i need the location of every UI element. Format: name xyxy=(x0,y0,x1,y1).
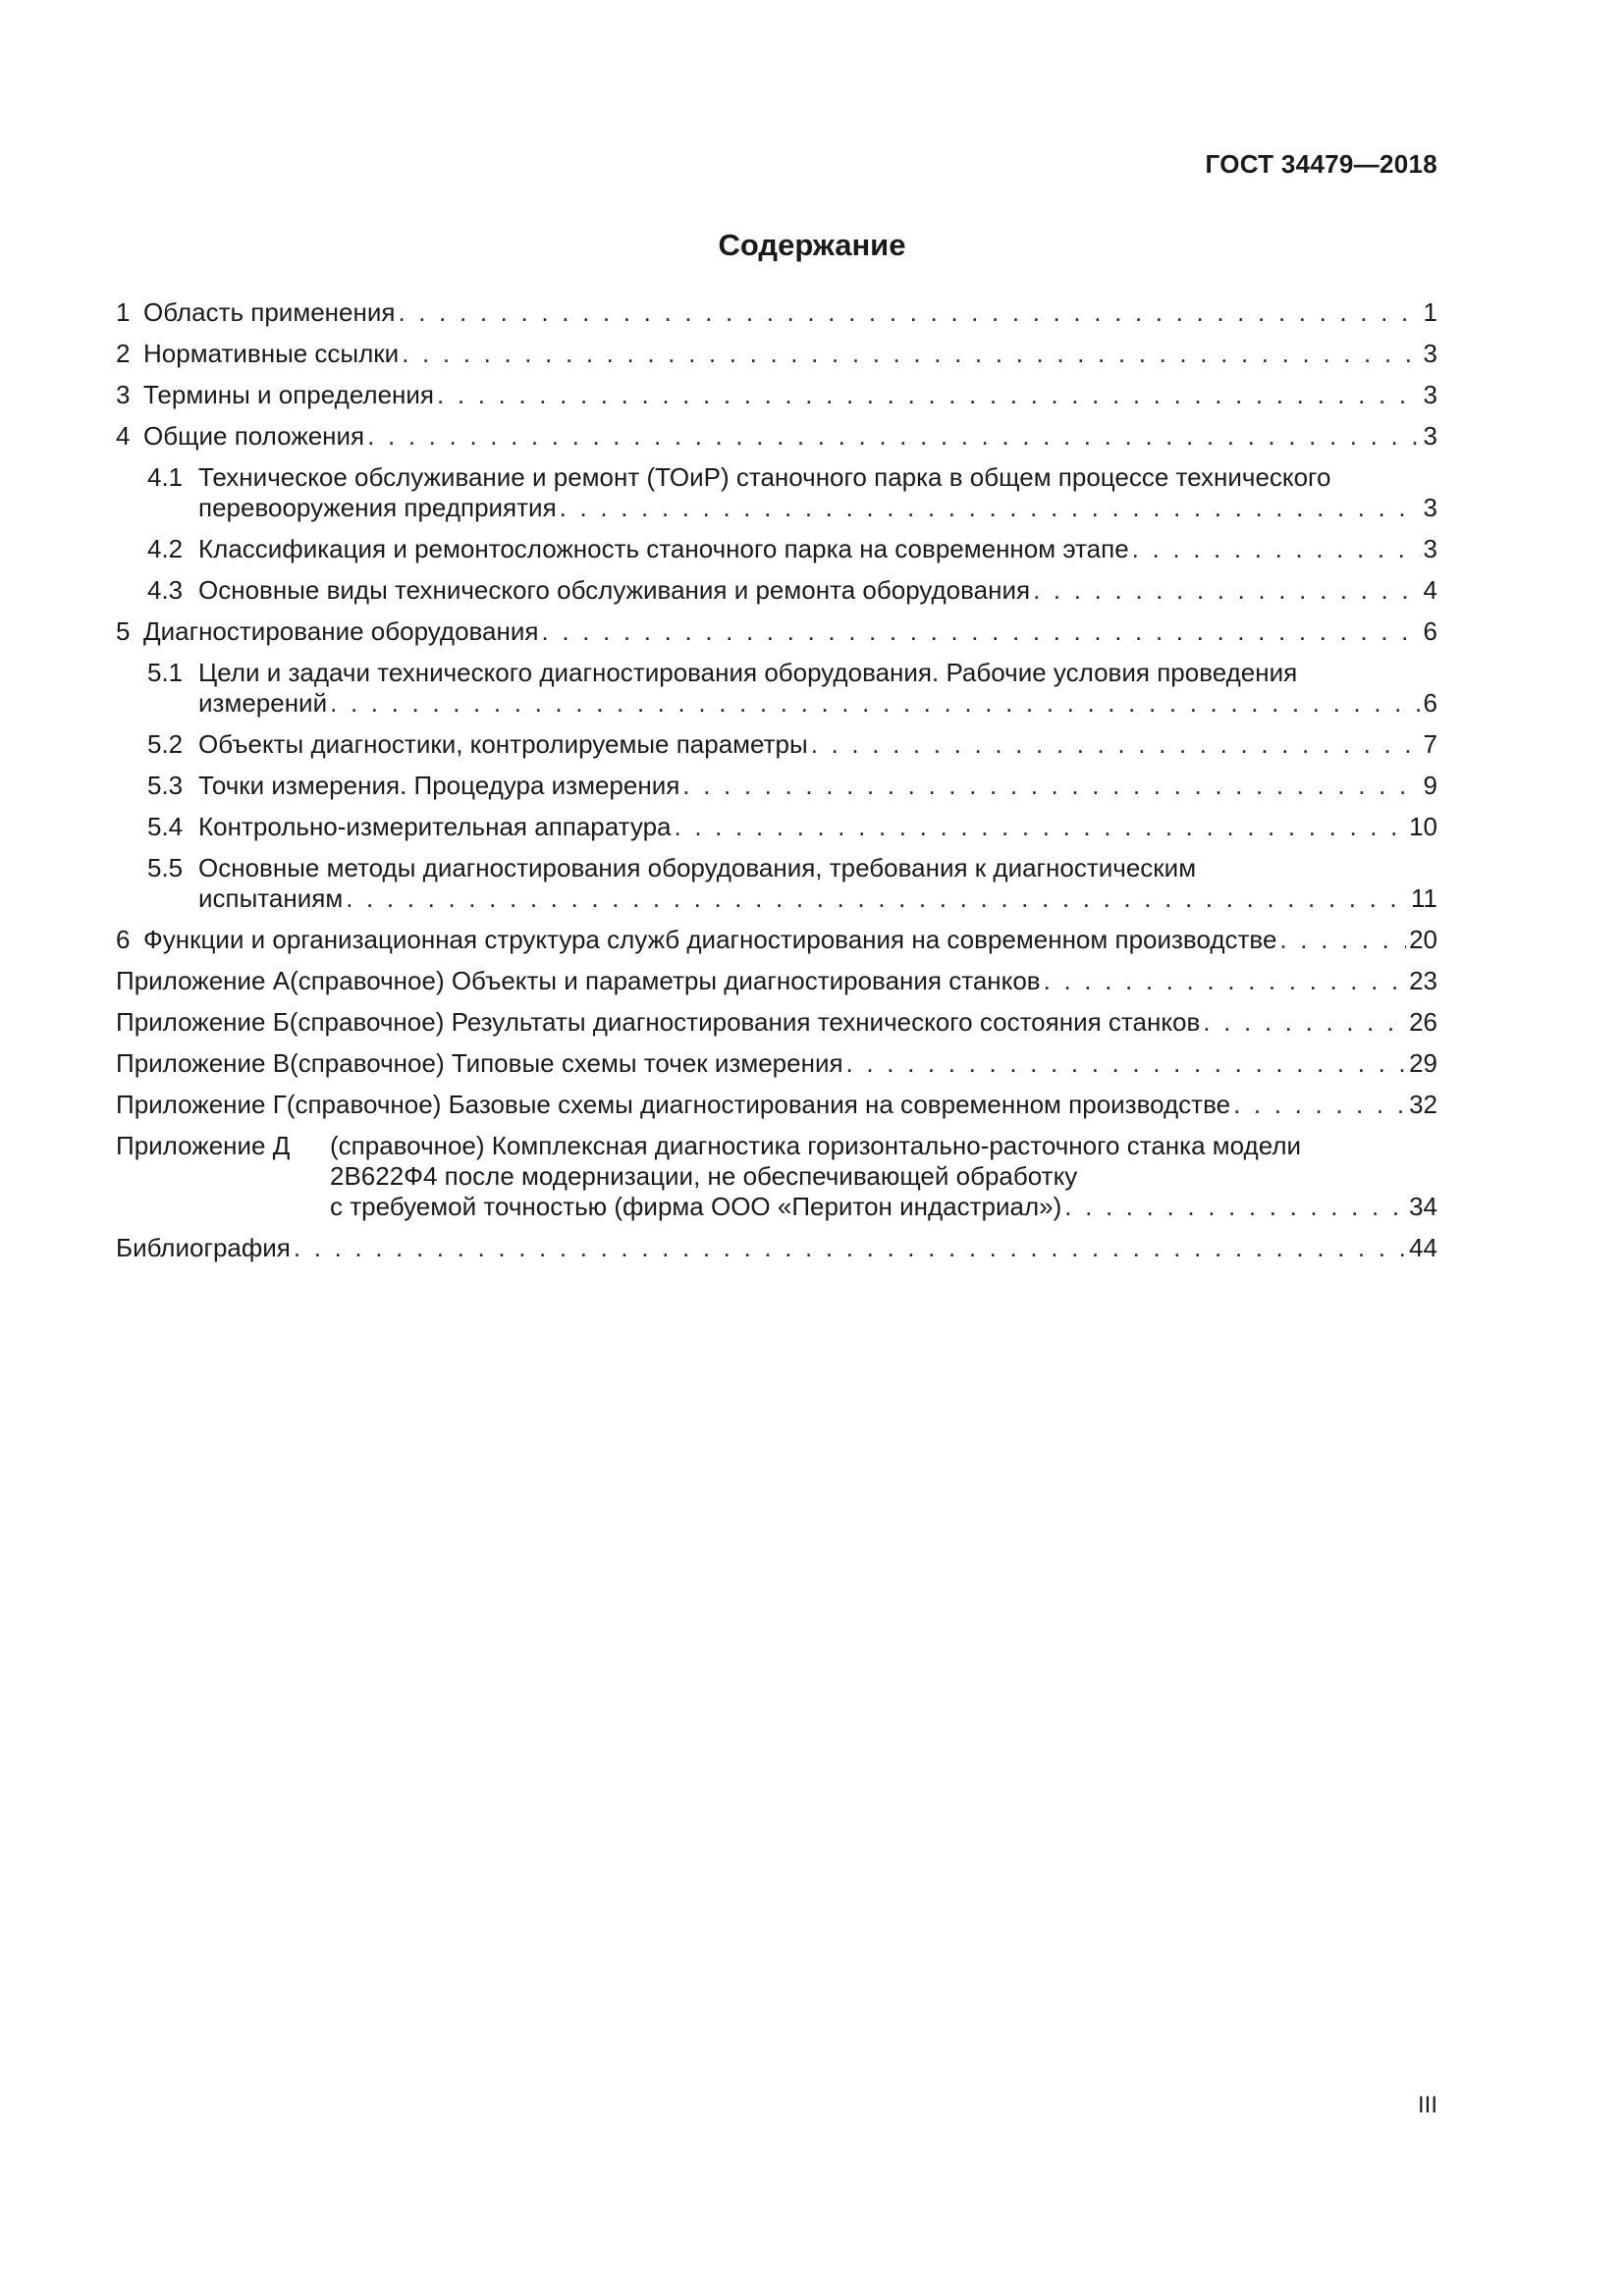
toc-page: 29 xyxy=(1409,1048,1437,1078)
toc-number: 5.5 xyxy=(147,853,184,882)
toc-number: 5.2 xyxy=(147,729,184,759)
toc-bibliography-entry[interactable] xyxy=(116,1233,1437,1263)
toc-page: 26 xyxy=(1409,1007,1437,1037)
toc-page: 3 xyxy=(1423,380,1437,409)
toc-appendix-entry[interactable] xyxy=(116,1007,1437,1038)
toc-entry[interactable] xyxy=(116,421,1437,452)
toc-entry[interactable] xyxy=(116,534,1437,564)
toc-page: 23 xyxy=(1409,966,1437,995)
toc-page: 3 xyxy=(1423,421,1437,451)
toc-appendix-entry[interactable] xyxy=(116,966,1437,996)
toc-entry[interactable] xyxy=(116,658,1437,719)
toc-appendix-entry[interactable] xyxy=(116,1090,1437,1120)
toc-entry[interactable] xyxy=(116,380,1437,410)
toc-entry[interactable] xyxy=(116,853,1437,914)
toc-text: Диагностирование оборудования xyxy=(143,616,539,646)
toc-text: Основные методы диагностирования оборудования, требования к диагностическим xyxy=(198,853,1197,882)
toc-entry[interactable] xyxy=(116,575,1437,606)
toc-entry[interactable] xyxy=(116,771,1437,801)
toc-leader xyxy=(560,493,1421,523)
toc-leader xyxy=(1132,534,1421,564)
toc-leader xyxy=(674,812,1406,842)
toc-page: 34 xyxy=(1409,1192,1437,1221)
toc-leader xyxy=(541,616,1420,647)
toc-leader xyxy=(330,688,1420,719)
page-number: III xyxy=(1417,2092,1437,2118)
toc-leader xyxy=(398,297,1420,328)
toc-number: 5.4 xyxy=(147,812,184,841)
toc-text-continued: измерений xyxy=(198,688,328,718)
toc-entry[interactable] xyxy=(116,812,1437,842)
toc-text: Общие положения xyxy=(143,421,365,451)
toc-title: Содержание xyxy=(718,228,906,262)
toc-leader xyxy=(1203,1007,1406,1038)
toc-entry[interactable] xyxy=(116,729,1437,760)
toc-entry[interactable] xyxy=(116,462,1437,523)
toc-page: 1 xyxy=(1423,297,1437,327)
toc-leader xyxy=(367,421,1420,452)
toc-page: 3 xyxy=(1423,339,1437,368)
table-of-contents xyxy=(116,297,1437,1274)
toc-leader xyxy=(811,729,1421,760)
toc-page: 44 xyxy=(1409,1233,1437,1262)
toc-number: 4.2 xyxy=(147,534,184,563)
toc-entry[interactable] xyxy=(116,297,1437,328)
toc-leader xyxy=(346,883,1408,914)
toc-text: (справочное) Базовые схемы диагностирования на современном производстве xyxy=(286,1090,1231,1119)
toc-page: 9 xyxy=(1423,771,1437,800)
toc-text: (справочное) Типовые схемы точек измерения xyxy=(290,1048,843,1078)
toc-page: 3 xyxy=(1423,493,1437,522)
toc-appendix-entry[interactable] xyxy=(116,1131,1437,1222)
toc-text: Функции и организационная структура служб диагностирования на современном производстве xyxy=(143,925,1277,954)
toc-text: Цели и задачи технического диагностирования оборудования. Рабочие условия проведения xyxy=(198,658,1298,687)
toc-number: 4.1 xyxy=(147,462,184,492)
toc-leader xyxy=(1279,925,1406,955)
toc-text: (справочное) Результаты диагностирования технического состояния станков xyxy=(289,1007,1201,1037)
toc-entry[interactable] xyxy=(116,925,1437,955)
appendix-label: Приложение Г xyxy=(116,1090,287,1119)
toc-leader xyxy=(1044,966,1406,996)
toc-text: (справочное) Объекты и параметры диагностирования станков xyxy=(290,966,1041,995)
toc-number: 1 xyxy=(116,297,131,327)
toc-entry[interactable] xyxy=(116,339,1437,369)
toc-leader xyxy=(1033,575,1420,606)
toc-text-continued: испытаниям xyxy=(198,883,344,913)
toc-text: (справочное) Комплексная диагностика горизонтально-расточного станка модели xyxy=(330,1131,1302,1160)
toc-text: Нормативные ссылки xyxy=(143,339,400,368)
toc-number: 4 xyxy=(116,421,131,451)
toc-number: 2 xyxy=(116,339,131,368)
toc-text-continued: перевооружения предприятия xyxy=(198,493,557,522)
toc-page: 3 xyxy=(1423,534,1437,563)
toc-text: Основные виды технического обслуживания и ремонта оборудования xyxy=(198,575,1031,605)
appendix-label: Приложение Д xyxy=(116,1131,291,1160)
toc-leader xyxy=(846,1048,1407,1079)
toc-number: 6 xyxy=(116,925,131,954)
toc-leader xyxy=(437,380,1421,410)
toc-appendix-entry[interactable] xyxy=(116,1048,1437,1079)
toc-page: 32 xyxy=(1409,1090,1437,1119)
toc-leader xyxy=(294,1233,1406,1263)
toc-leader xyxy=(402,339,1420,369)
toc-entry[interactable] xyxy=(116,616,1437,647)
toc-page: 7 xyxy=(1423,729,1437,759)
toc-page: 6 xyxy=(1423,688,1437,718)
toc-text: Объекты диагностики, контролируемые параметры xyxy=(198,729,808,759)
toc-page: 11 xyxy=(1411,883,1437,913)
toc-text: Техническое обслуживание и ремонт (ТОиР) станочного парка в общем процессе технического xyxy=(198,462,1331,492)
appendix-label: Приложение А xyxy=(116,966,291,995)
toc-page: 10 xyxy=(1409,812,1437,841)
toc-number: 5.3 xyxy=(147,771,184,800)
toc-text: Область применения xyxy=(143,297,396,327)
toc-number: 4.3 xyxy=(147,575,184,605)
toc-text: Библиография xyxy=(116,1233,291,1262)
toc-leader xyxy=(1064,1192,1406,1222)
toc-number: 3 xyxy=(116,380,131,409)
document-code: ГОСТ 34479—2018 xyxy=(1205,149,1437,179)
toc-page: 20 xyxy=(1409,925,1437,954)
toc-number: 5 xyxy=(116,616,131,646)
toc-text-continued: 2В622Ф4 после модернизации, не обеспечивающей обработку xyxy=(330,1161,1078,1191)
toc-text: Точки измерения. Процедура измерения xyxy=(198,771,680,800)
toc-text: Термины и определения xyxy=(143,380,435,409)
toc-leader xyxy=(682,771,1420,801)
toc-text: Контрольно-измерительная аппаратура xyxy=(198,812,672,841)
appendix-label: Приложение Б xyxy=(116,1007,290,1037)
toc-number: 5.1 xyxy=(147,658,184,687)
toc-page: 6 xyxy=(1423,616,1437,646)
toc-page: 4 xyxy=(1423,575,1437,605)
toc-text: Классификация и ремонтосложность станочного парка на современном этапе xyxy=(198,534,1129,563)
appendix-label: Приложение В xyxy=(116,1048,291,1078)
toc-text-continued: с требуемой точностью (фирма ООО «Перитон индастриал») xyxy=(330,1192,1062,1221)
toc-leader xyxy=(1233,1090,1406,1120)
